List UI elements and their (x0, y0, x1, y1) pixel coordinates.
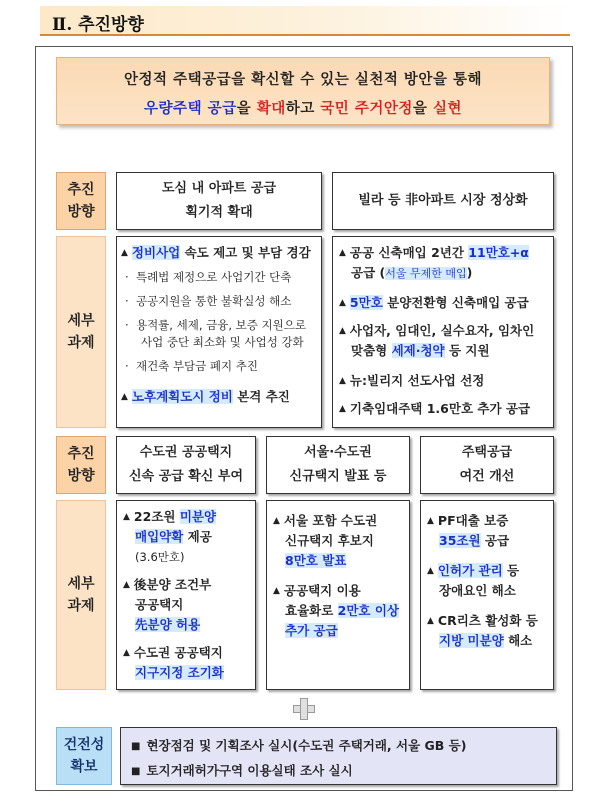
triangle-bullet-icon: ▲ (339, 298, 346, 308)
task-redevelopment: ▲ 정비사업 속도 제고 및 부담 경감 (121, 245, 311, 260)
banner-line-2: 우량주택 공급을 확대하고 국민 주거안정을 실현 (144, 101, 462, 117)
banner-text-realize: 실현 (432, 101, 462, 117)
task-presale: ▲ 後분양 조건부 (123, 577, 212, 592)
task-pf-amount: 35조원 공급 (439, 533, 510, 548)
task-candidate-sites: ▲ 서울 포함 수도권 (273, 513, 378, 528)
task-candidate-sites-cont: 신규택지 후보지 (285, 533, 374, 548)
direction-head-conditions: 주택공급 여건 개선 (420, 436, 554, 494)
task-cr-reits: ▲ CR리츠 활성화 등 (427, 613, 538, 628)
soundness-item-1: ■ 현장점검 및 기획조사 실시(수도권 주택거래, 서울 GB 등) (131, 738, 467, 753)
soundness-label: 건전성 확보 (56, 727, 112, 785)
direction-label-1: 추진 방향 (56, 172, 106, 230)
direction-head-non-apartment: 빌라 등 非아파트 시장 정상화 (332, 172, 554, 230)
triangle-bullet-icon: ▲ (427, 616, 434, 626)
tasks-label-1: 세부 과제 (56, 236, 106, 428)
task-rental-supply: ▲ 기축임대주택 1.6만호 추가 공급 (339, 401, 531, 416)
task-conversion: ▲ 5만호 분양전환형 신축매입 공급 (339, 295, 529, 310)
triangle-bullet-icon: ▲ (121, 248, 128, 258)
tasks-box-non-apartment (332, 236, 554, 428)
tasks-box-apartment (116, 236, 322, 428)
triangle-bullet-icon: ▲ (339, 404, 346, 414)
triangle-bullet-icon: ▲ (273, 516, 280, 526)
task-old-city: ▲ 노후계획도시 정비 본격 추진 (121, 389, 290, 404)
tasks-box-public-land (116, 500, 256, 690)
section-header (40, 6, 570, 36)
banner-text-supply: 우량주택 공급 (144, 101, 237, 117)
direction-head-apartment: 도심 내 아파트 공급 획기적 확대 (116, 172, 322, 230)
section-title: Ⅱ. 추진방향 (52, 15, 144, 35)
task-local-unsold: 지방 미분양 해소 (439, 633, 533, 648)
task-permit-cont: 장애요인 해소 (439, 583, 516, 598)
soundness-box (120, 727, 557, 785)
task-additional-supply: 추가 공급 (285, 623, 338, 638)
task-land-efficiency-cont: 효율화로 2만호 이상 (285, 603, 400, 618)
triangle-bullet-icon: ▲ (121, 392, 128, 402)
triangle-bullet-icon: ▲ (427, 516, 434, 526)
task-unsold-purchase: ▲ 22조원 미분양 (123, 509, 217, 524)
triangle-bullet-icon: ▲ (123, 580, 130, 590)
triangle-bullet-icon: ▲ (123, 512, 130, 522)
banner-text-stability: 국민 주거안정 (320, 101, 413, 117)
task-unsold-purchase-cont: 매입약확 제공 (135, 529, 212, 544)
task-new-village: ▲ 뉴:빌리지 선도사업 선정 (339, 373, 485, 388)
task-district-early: 지구지정 조기화 (135, 665, 224, 680)
task-presale-land: 공공택지 (135, 597, 184, 612)
task-candidate-announce: 8만호 발표 (285, 553, 347, 568)
task-unsold-count: (3.6만호) (135, 550, 185, 564)
task-support: ▲ 사업자, 임대인, 실수요자, 임차인 (339, 323, 535, 338)
triangle-bullet-icon: ▲ (339, 248, 346, 258)
subtask-3: · 용적률, 세제, 금융, 보증 지원으로 (125, 318, 306, 332)
task-public-purchase-cont: 공급 (서울 무제한 매입) (351, 265, 473, 280)
soundness-item-2: ■ 토지거래허가구역 이용실태 조사 실시 (131, 763, 353, 778)
square-bullet-icon: ■ (131, 766, 141, 777)
subtask-2: · 공공지원을 통한 불확실성 해소 (125, 294, 292, 308)
triangle-bullet-icon: ▲ (427, 566, 434, 576)
task-support-cont: 맞춤형 세제·청약 등 지원 (351, 343, 490, 358)
subtask-1: · 특례법 제정으로 사업기간 단축 (125, 270, 292, 284)
task-land-efficiency: ▲ 공공택지 이용 (273, 583, 361, 598)
plus-icon (293, 698, 315, 720)
vision-banner (56, 57, 550, 125)
direction-head-public-land: 수도권 공공택지 신속 공급 확신 부여 (116, 436, 256, 494)
tasks-box-conditions (420, 500, 554, 690)
task-district-designation: ▲ 수도권 공공택지 (123, 645, 223, 660)
task-presale-allow: 先분양 허용 (135, 617, 201, 632)
banner-line-1: 안정적 주택공급을 확신할 수 있는 실천적 방안을 통해 (124, 72, 482, 88)
direction-label-2: 추진 방향 (56, 436, 106, 494)
task-pf-guarantee: ▲ PF대출 보증 (427, 513, 509, 528)
triangle-bullet-icon: ▲ (123, 648, 130, 658)
square-bullet-icon: ■ (131, 741, 141, 752)
subtask-4: · 재건축 부담금 폐지 추진 (125, 359, 259, 373)
tasks-box-new-land (266, 500, 410, 690)
triangle-bullet-icon: ▲ (273, 586, 280, 596)
task-public-purchase: ▲ 공공 신축매입 2년간 11만호+α (339, 245, 529, 260)
triangle-bullet-icon: ▲ (339, 326, 346, 336)
tasks-label-2: 세부 과제 (56, 500, 106, 690)
banner-text-expand: 확대 (256, 101, 286, 117)
task-permit: ▲ 인허가 관리 등 (427, 563, 520, 578)
subtask-3-cont: 사업 중단 최소화 및 사업성 강화 (141, 335, 304, 349)
triangle-bullet-icon: ▲ (339, 376, 346, 386)
direction-head-new-land: 서울·수도권 신규택지 발표 등 (266, 436, 410, 494)
